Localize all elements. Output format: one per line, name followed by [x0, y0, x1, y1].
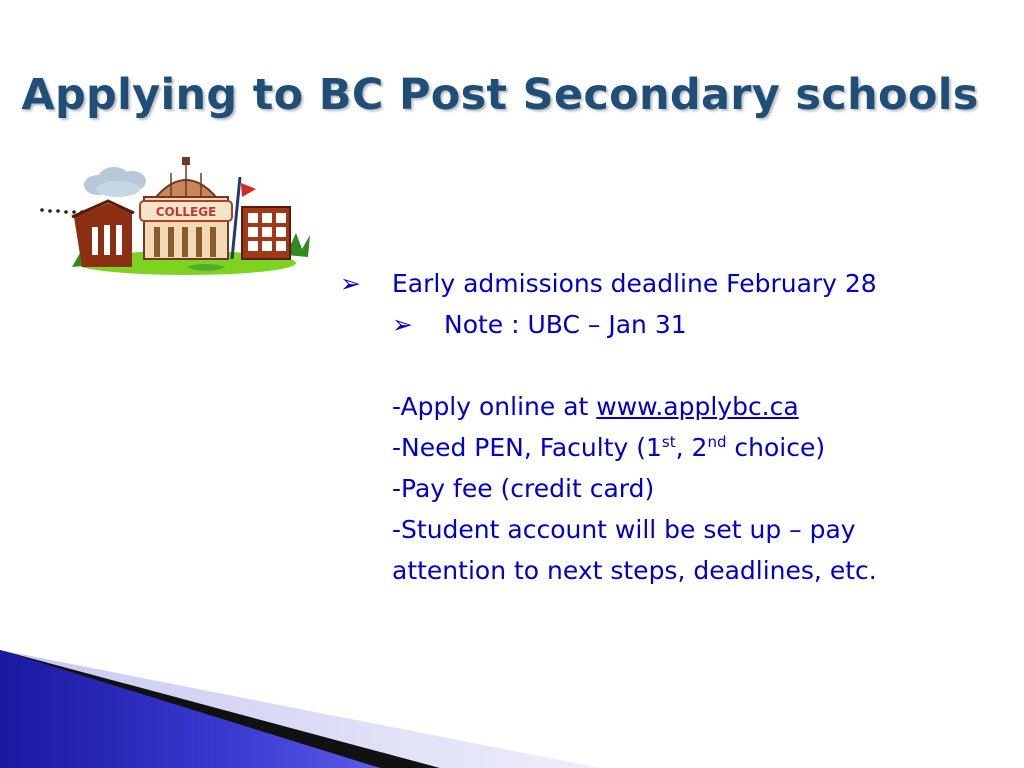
student-account-text-2: attention to next steps, deadlines, etc.: [392, 556, 877, 585]
pay-fee-text: -Pay fee (credit card): [392, 474, 655, 503]
student-account-line-2: [340, 550, 1000, 591]
early-admissions-text: Early admissions deadline February 28: [392, 269, 877, 298]
apply-online-line: [340, 386, 1000, 427]
arrow-bullet-icon: ➢: [392, 310, 413, 339]
slide-title: Applying to BC Post Secondary schools: [21, 70, 979, 120]
pay-fee-line: [340, 468, 1000, 509]
college-clipart: [36, 155, 321, 280]
corner-swoosh: [0, 630, 600, 768]
ubc-note-text: Note : UBC – Jan 31: [444, 310, 687, 339]
need-pen-middle: , 2: [675, 433, 708, 462]
bullet-ubc-note: [340, 304, 1000, 345]
student-account-line-1: [340, 509, 1000, 550]
bullet-early-admissions: [340, 263, 1000, 304]
arrow-bullet-icon: ➢: [340, 269, 361, 298]
cloud-icon: [84, 167, 146, 197]
college-sign: COLLEGE: [155, 205, 217, 219]
applybc-link[interactable]: www.applybc.ca: [596, 392, 799, 421]
need-pen-text: -Need PEN, Faculty (1: [392, 433, 662, 462]
spacer: [340, 345, 1000, 386]
student-account-text-1: -Student account will be set up – pay: [392, 515, 856, 544]
second-superscript: nd: [707, 433, 727, 451]
right-building: [242, 207, 290, 259]
need-pen-line: [340, 427, 1000, 468]
bullet-list: [340, 263, 1000, 591]
apply-online-text: -Apply online at: [392, 392, 597, 421]
college-building: [140, 157, 232, 259]
need-pen-suffix: choice): [726, 433, 826, 462]
first-superscript: st: [661, 433, 676, 451]
